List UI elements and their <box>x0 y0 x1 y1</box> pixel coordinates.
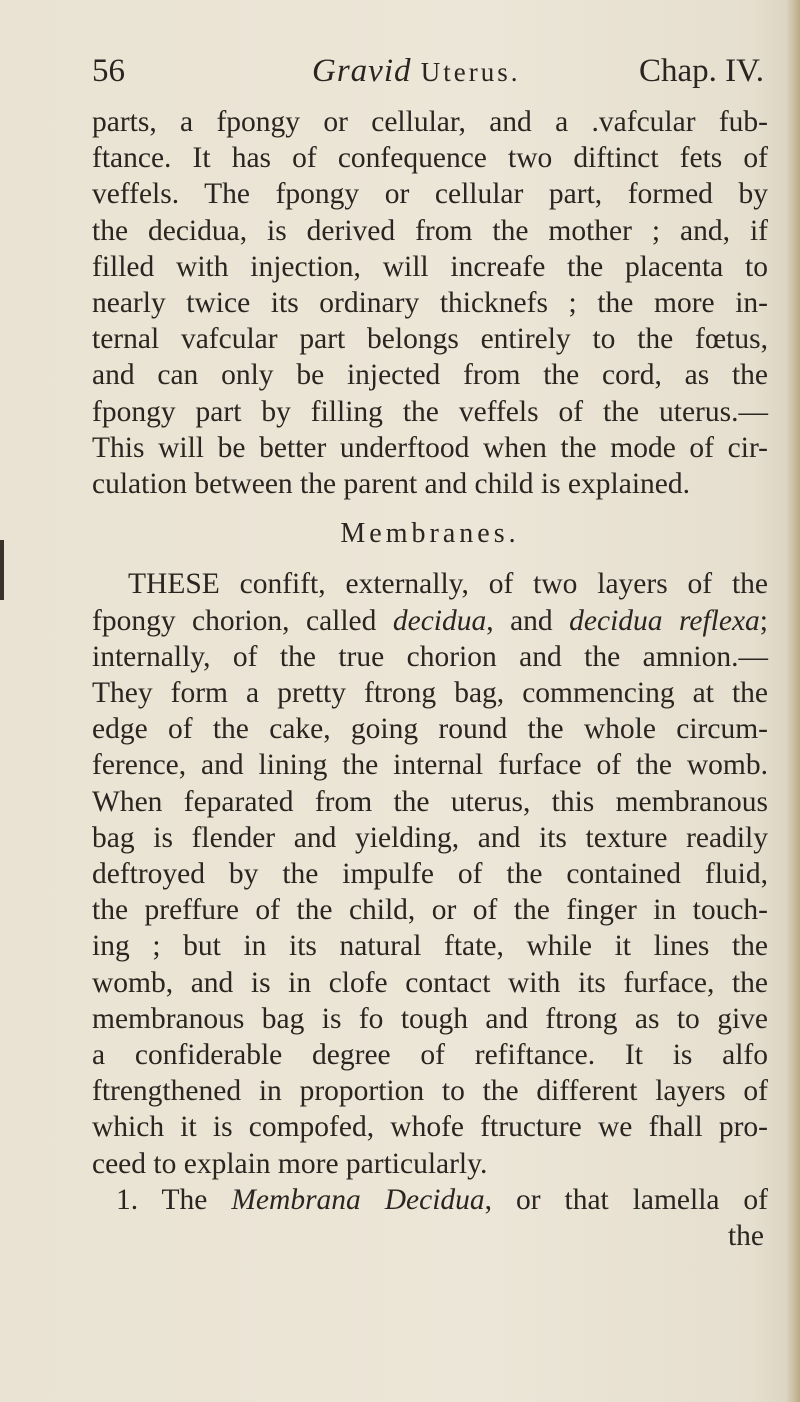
term-decidua: decidua <box>392 604 487 637</box>
text-line: internally, of the true chorion and the amnion.— <box>92 640 768 673</box>
text-line: ftance. It has of confequence two diftinct fets of <box>92 142 768 175</box>
text-line: bag is flender and yielding, and its texture readily <box>92 821 768 854</box>
running-title <box>312 48 520 95</box>
text-line: nearly twice its ordinary thicknefs ; the more in- <box>92 287 768 320</box>
text-line: ternal vafcular part belongs entirely to the fœtus, <box>92 323 768 356</box>
running-title-italic: Gravid <box>312 53 412 89</box>
text-line: ceed to explain more particularly. <box>92 1147 488 1180</box>
running-header <box>92 48 768 94</box>
text-segment: fpongy chorion, called <box>92 604 393 637</box>
running-title-caps: Uterus. <box>420 57 521 87</box>
text-line: This will be better underftood when the mode of cir- <box>92 431 768 464</box>
text-line <box>92 603 768 639</box>
text-line: THESE confift, externally, of two layers of the <box>128 568 768 601</box>
catchword: the <box>727 1220 764 1253</box>
text-line: filled with injection, will increafe the placenta to <box>92 250 768 283</box>
text-segment: , and <box>486 604 570 637</box>
paragraph-1 <box>92 104 768 502</box>
text-line: veffels. The fpongy or cellular part, formed by <box>92 178 768 211</box>
binding-mark <box>0 540 4 600</box>
page-edge-shadow <box>786 0 800 1402</box>
text-segment: , or that lamella of <box>484 1183 768 1216</box>
text-line: the decidua, is derived from the mother ; and, if <box>92 214 768 247</box>
text-line: deftroyed by the impulfe of the contained fluid, <box>92 858 768 891</box>
text-segment: ; <box>759 604 768 637</box>
numbered-item-1 <box>92 1182 768 1218</box>
term-membrana-decidua: Membrana Decidua <box>231 1183 485 1216</box>
text-line: and can only be injected from the cord, as the <box>92 359 768 392</box>
section-heading: Membranes. <box>340 518 520 550</box>
text-line: ftrengthened in proportion to the different layers of <box>92 1075 768 1108</box>
text-line: which it is compofed, whofe ftructure we fhall pro- <box>92 1111 768 1144</box>
text-line: When feparated from the uterus, this membranous <box>92 785 768 818</box>
text-line: edge of the cake, going round the whole circum- <box>92 713 768 746</box>
text-line: ing ; but in its natural ftate, while it lines the <box>92 930 768 963</box>
text-line: a confiderable degree of refiftance. It is alfo <box>92 1039 768 1072</box>
term-decidua-reflexa: decidua reflexa <box>569 604 760 637</box>
page-number: 56 <box>92 53 125 89</box>
text-line: They form a pretty ftrong bag, commencing at the <box>92 677 768 710</box>
text-line: culation between the parent and child is explained. <box>92 468 690 501</box>
text-line: the preffure of the child, or of the finger in touch- <box>92 894 768 927</box>
item-number: 1. The <box>116 1183 232 1216</box>
text-line: fpongy part by filling the veffels of the uterus.— <box>92 395 768 428</box>
chapter-label: Chap. IV. <box>639 53 764 89</box>
text-line: parts, a fpongy or cellular, and a .vafcular fub- <box>92 106 768 138</box>
text-line: womb, and is in clofe contact with its furface, the <box>92 966 768 999</box>
paragraph-2 <box>92 566 768 1181</box>
text-line: membranous bag is fo tough and ftrong as to give <box>92 1002 768 1035</box>
text-line: ference, and lining the internal furface of the womb. <box>92 749 768 782</box>
body-text <box>92 104 768 1254</box>
